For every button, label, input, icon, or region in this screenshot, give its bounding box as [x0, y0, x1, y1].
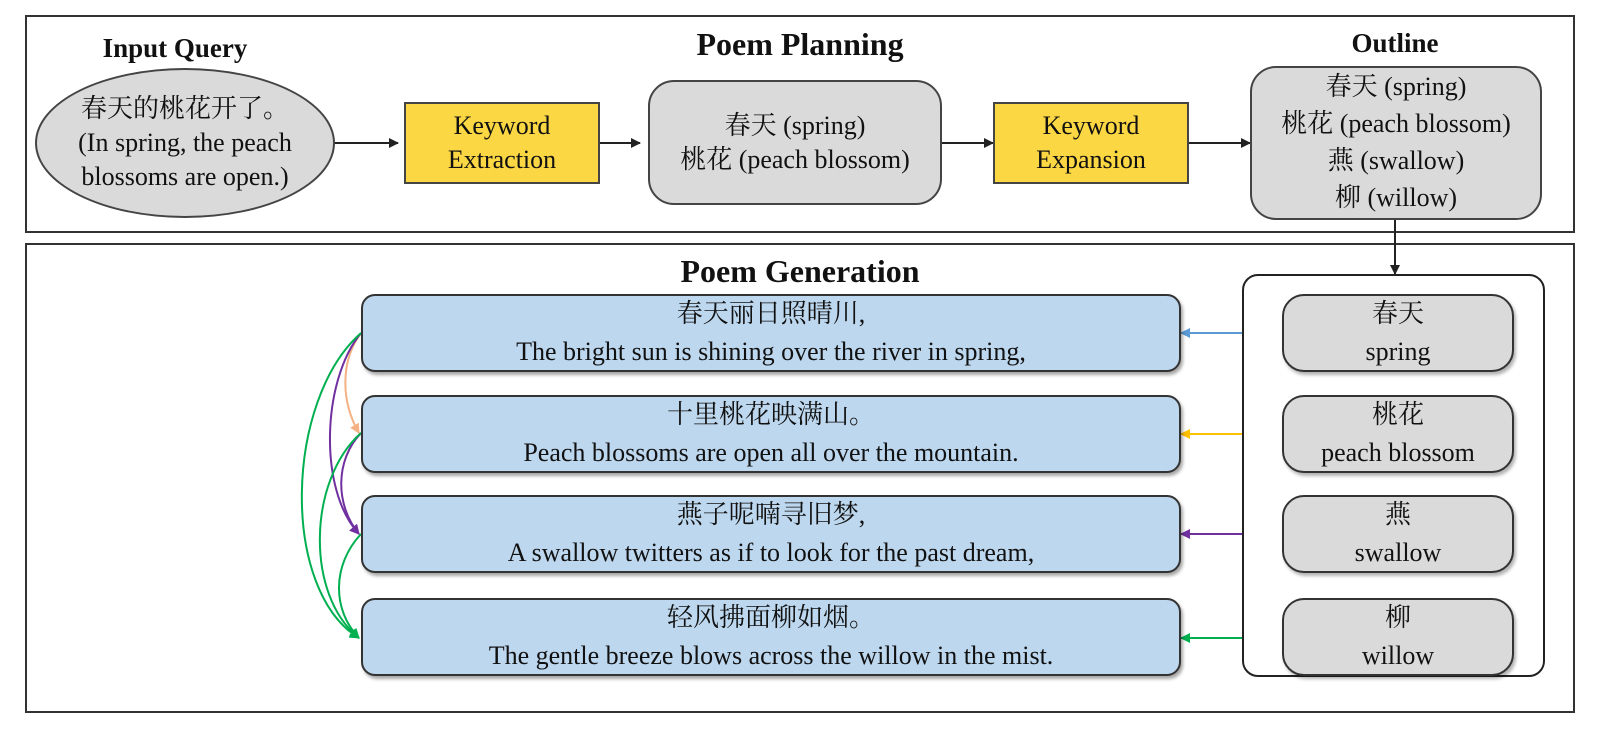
poem-generation-title: Poem Generation: [680, 253, 920, 289]
keyword-extraction-box: [404, 102, 600, 184]
poem-line-3: [361, 495, 1181, 573]
poem-line-zh: 十里桃花映满山。: [666, 400, 875, 430]
extracted-keyword-2: 桃花 (peach blossom): [680, 144, 910, 174]
keyword-zh: 桃花: [1371, 400, 1424, 430]
poem-planning-title: Poem Planning: [696, 26, 904, 62]
poem-line-en: A swallow twitters as if to look for the past dream,: [507, 538, 1035, 567]
keyword-zh: 柳: [1384, 603, 1411, 633]
outline-label: Outline: [1351, 28, 1439, 58]
keyword-extraction-line-2: Extraction: [447, 145, 557, 174]
input-query-node: [35, 68, 335, 218]
outline-item: 燕 (swallow): [1327, 146, 1465, 175]
poem-line-en: The bright sun is shining over the river in spring,: [516, 337, 1026, 366]
arc-line1-to-line4: [302, 333, 361, 638]
poem-line-4: [361, 598, 1181, 676]
keyword-expansion-line-2: Expansion: [1036, 145, 1146, 174]
outline-item: 春天 (spring): [1325, 72, 1467, 102]
arc-line1-to-line3: [330, 333, 361, 534]
keyword-expansion-box: [993, 102, 1189, 184]
outline-item: 桃花 (peach blossom): [1281, 109, 1511, 139]
arc-line3-to-line4: [339, 534, 361, 638]
input-query-zh: 春天的桃花开了。: [80, 94, 289, 124]
poem-line-zh: 轻风拂面柳如烟。: [666, 603, 875, 633]
keyword-box-peach-blossom: [1282, 395, 1514, 473]
input-query-en-1: (In spring, the peach: [78, 128, 292, 158]
poem-line-zh: 春天丽日照晴川,: [676, 299, 866, 329]
keyword-expansion-line-1: Keyword: [1042, 111, 1140, 141]
keyword-box-spring: [1282, 294, 1514, 372]
keyword-en: willow: [1361, 641, 1435, 670]
input-query-label: Input Query: [102, 33, 248, 63]
keyword-box-swallow: [1282, 495, 1514, 573]
outline-box: [1250, 66, 1542, 220]
poem-line-en: Peach blossoms are open all over the mountain.: [523, 438, 1019, 467]
poem-line-1: [361, 294, 1181, 372]
arc-line2-to-line3: [341, 433, 361, 534]
poem-line-en: The gentle breeze blows across the willow in the mist.: [488, 641, 1054, 670]
input-query-en-2: blossoms are open.): [81, 161, 289, 191]
extracted-keyword-1: 春天 (spring): [724, 110, 866, 140]
keyword-box-willow: [1282, 598, 1514, 676]
keyword-zh: 春天: [1371, 299, 1424, 329]
keyword-en: swallow: [1354, 538, 1442, 567]
keyword-zh: 燕: [1384, 500, 1411, 530]
keyword-en: peach blossom: [1321, 438, 1475, 467]
keyword-en: spring: [1365, 337, 1431, 366]
extracted-keywords-box: [648, 80, 942, 205]
outline-item: 柳 (willow): [1334, 182, 1458, 212]
keyword-extraction-line-1: Keyword: [453, 111, 551, 141]
poem-line-2: [361, 395, 1181, 473]
poem-line-zh: 燕子呢喃寻旧梦,: [676, 500, 866, 530]
